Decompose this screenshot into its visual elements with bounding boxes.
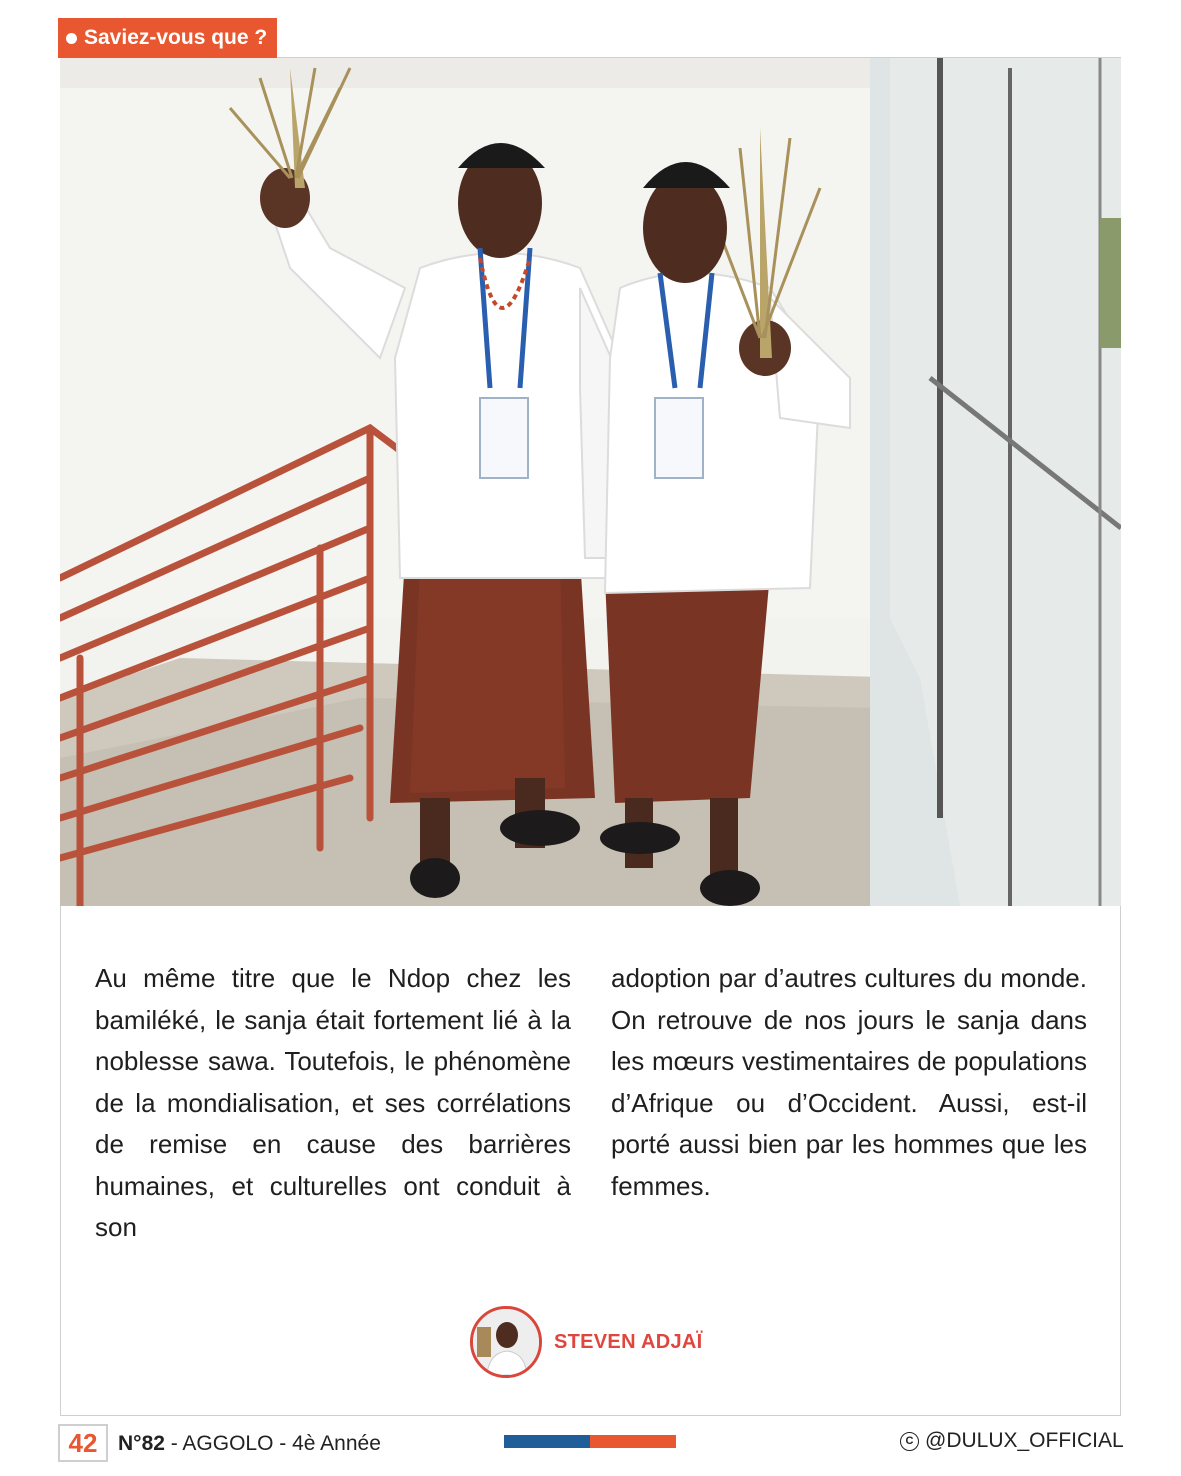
social-handle xyxy=(900,1429,1124,1453)
author-name xyxy=(554,1331,702,1354)
footer-bar-blue xyxy=(504,1435,590,1448)
social-handle-text: @DULUX_OFFICIAL xyxy=(925,1429,1124,1452)
footer-color-bar xyxy=(504,1435,676,1448)
author-last-name: ADJAÏ xyxy=(640,1330,703,1353)
copyright-icon: C xyxy=(900,1432,919,1451)
section-tag-label: Saviez-vous que ? xyxy=(84,26,268,49)
author-portrait-icon xyxy=(473,1309,539,1375)
article-body xyxy=(95,958,1087,1249)
issue-details: - AGGOLO - 4è Année xyxy=(164,1432,381,1455)
page-footer xyxy=(0,1420,1181,1470)
article-column-1: Au même titre que le Ndop chez les bamiléké, le sanja était fortement lié à la noblesse sawa. Toutefois, le phénomène de la mondialisation, et ses corrélations de remise en cause des barrières humaines, et culturelles ont conduit à son xyxy=(95,963,571,1242)
section-tag xyxy=(58,18,277,58)
issue-info xyxy=(118,1432,381,1456)
article-photo xyxy=(60,58,1121,906)
photo-illustration xyxy=(60,58,1121,906)
bullet-dot-icon xyxy=(66,33,77,44)
issue-number: N°82 xyxy=(118,1432,165,1455)
article-column-2: adoption par d’autres cultures du monde. On retrouve de nos jours le sanja dans les mœurs vestimentaires de populations d’Afrique ou d’Occident. Aussi, est-il porté aussi bien par les hommes que les femmes. xyxy=(611,963,1087,1201)
author-credit xyxy=(470,1306,702,1378)
footer-bar-orange xyxy=(590,1435,676,1448)
avatar xyxy=(470,1306,542,1378)
author-first-name: STEVEN xyxy=(554,1330,636,1353)
page-number: 42 xyxy=(58,1424,108,1462)
